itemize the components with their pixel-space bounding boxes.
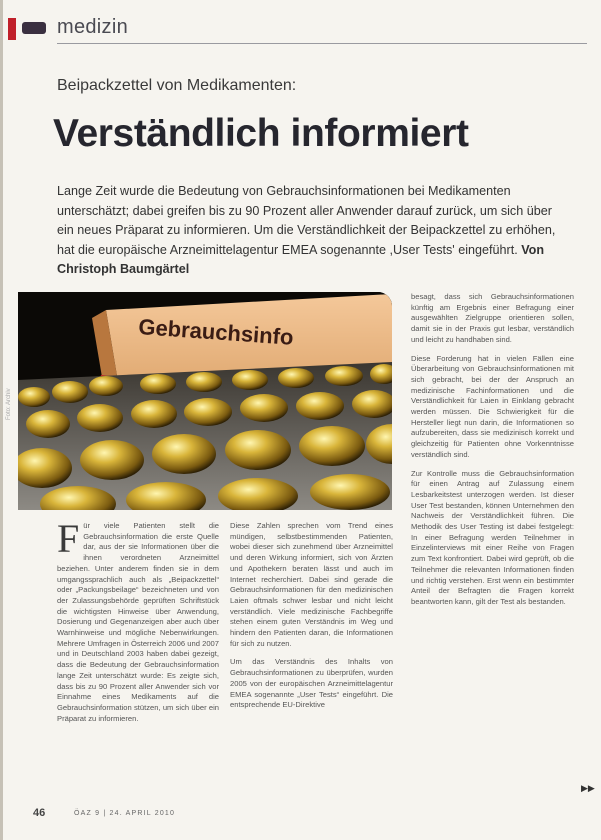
body-column-3	[411, 292, 574, 616]
paragraph: Diese Zahlen sprechen vom Trend eines mündigen, selbstbestimmenden Patienten, wobei dieser sich zunehmend über Arzneimittel und deren Wirkung informiert, sich von Ärzten und Apothekern beraten lässt und auch im Internet recherchiert. Dabei sind gerade die Gebrauchsinformationen für den medizinischen Laien oftmals schwer lesbar und nicht leicht verständlich. Viele medizinische Fachbegriffe stehen einem guten Verständnis im Weg und hindern den Patienten daran, die Informationen für sich zu nutzen.	[230, 521, 393, 648]
article-lead	[57, 182, 572, 280]
capsules-photo-illustration	[18, 292, 392, 510]
page-number: 46	[33, 807, 46, 819]
body-column-2	[230, 521, 393, 719]
drop-cap: F	[57, 516, 80, 561]
box-label-1: Gebrauchsinfo	[137, 314, 295, 350]
section-color-tab	[8, 18, 16, 40]
footer-info: ÖAZ 9 | 24. APRIL 2010	[74, 810, 176, 817]
paragraph: Zur Kontrolle muss die Gebrauchsinformation für einen Antrag auf Zulassung einem Lesbarkeitstest unterzogen werden. Ist dieser User Test bestanden, können Unternehmen den Nachweis der Verständlichkeit führen. Die Methodik des User Testing ist dabei festgelegt: In einer Befragung werden Teilnehmer in Einzelinterviews mit einer Reihe von Fragen zum Text konfrontiert. Dabei wird geprüft, ob die Teilnehmer die relevanten Informationen finden und richtig verstehen. Erst wenn ein bestimmter Anteil der Befragten die Fragen korrekt beantworten kann, gilt der Test als bestanden.	[411, 468, 574, 606]
body-column-1	[57, 516, 219, 732]
paragraph: besagt, dass sich Gebrauchsinformationen künftig am Ergebnis einer Befragung einer ausgewählten Zielgruppe orientieren sollen, damit sie in der Praxis gut lesbar, verständlich und leicht zu handhaben sind.	[411, 292, 574, 344]
article-kicker: Beipackzettel von Medikamenten:	[57, 77, 297, 94]
paragraph: Um das Verständnis des Inhalts von Gebrauchsinformationen zu überprüfen, wurden 2005 von der europäischen Arzneimittelagentur EMEA sogenannte „User Tests“ eingeführt. Die entsprechende EU-Direktive	[230, 657, 393, 710]
article-photo	[18, 292, 392, 510]
article-author: Von Christoph Baumgärtel	[57, 242, 545, 276]
header-rule	[57, 43, 587, 44]
arrow-right-icon: ▶▶	[581, 783, 595, 793]
paragraph: ür viele Patienten stellt die Gebrauchsinformation die erste Quelle dar, aus der sie Informationen über die ihnen verordneten Arzneimittel beziehen. Unter anderem finden sie in dem umgangssprachlich auch als „Beipackzettel“ oder „Packungsbeilage“ bezeichneten und von der Zulassungsbehörde geprüften Schriftstück die wichtigsten Hinweise über Anwendung, Dosierung und Gegenanzeigen aber auch über Warnhinweise und mögliche Nebenwirkungen. Mehrere Umfragen in Österreich 2006 und 2007 und in Deutschland 2003 haben dabei gezeigt, dass die Bedeutung der Gebrauchsinformation lange Zeit unterschätzt wurde: Es zeigte sich, dass bis zu 90 Prozent aller Anwender sich vor Einnahme eines Medikaments auf die Gebrauchsinformation stützen, um sich über ein Präparat zu informieren.	[57, 521, 219, 723]
photo-credit: Foto: Archiv	[6, 388, 12, 420]
page-edge	[0, 0, 3, 840]
lead-text: Lange Zeit wurde die Bedeutung von Gebrauchsinformationen bei Medikamenten unterschätzt; dabei greifen bis zu 90 Prozent aller Anwender darauf zurück, um sich über ein neues Präparat zu informieren. Um die Verständlichkeit der Beipackzettel zu erhöhen, hat die europäische Arzneimittelagentur EMEA sogenannte ,User Tests' eingeführt.	[57, 184, 556, 257]
section-title: medizin	[57, 16, 129, 38]
paragraph: Diese Forderung hat in vielen Fällen eine Überarbeitung von Gebrauchsinformationen mit sich gebracht, bei der der Anspruch an medizinische Fachinformationen und die Verständlichkeit für Laien in Einklang gebracht werden müssen. Die Schwierigkeit für die Hersteller liegt nun darin, die Informationen so aufzubereiten, dass sie medizinisch korrekt und gleichzeitig für Patienten ohne Vorkenntnisse verständlich sind.	[411, 353, 574, 459]
article-headline: Verständlich informiert	[53, 112, 469, 155]
section-marker	[22, 22, 46, 34]
